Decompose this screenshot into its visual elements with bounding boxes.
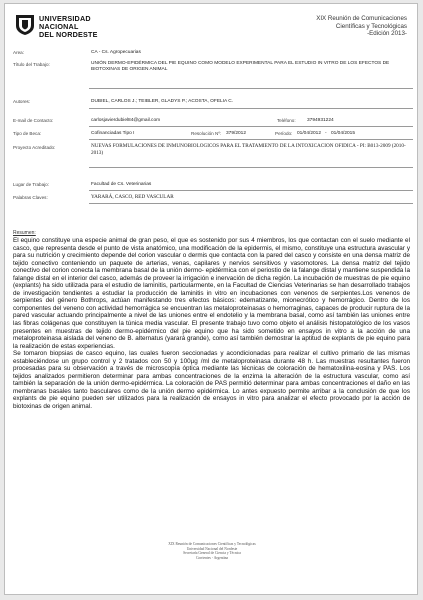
title-value: UNIÓN DERMO-EPIDÉRMICA DEL PIE EQUINO COMO MODELO EXPERIMENTAL PARA EL ESTUDIO IN VITRO DE LOS EFECTOS DE BIOTOXINAS DE ORIGEN ANIMAL xyxy=(91,61,390,72)
keywords-value: YARARÁ, CASCO, RED VASCULAR xyxy=(91,194,174,200)
divider xyxy=(89,139,413,140)
project-value: NUEVAS FORMULACIONES DE INMUNOBIOLOGICOS PARA EL TRATAMIENTO DE LA INTOXICACION OFIDICA - PI: B013-2009 (2010-2013) xyxy=(91,143,406,156)
workplace-label: Lugar de Trabajo: xyxy=(13,182,50,187)
workplace-value: Facultad de Cs. Veterinarias xyxy=(91,182,152,187)
abstract-paragraph: El equino constituye una especie animal de gran peso, el que es sostenido por sus 4 miembros, los que contactan con el suelo mediante el casco, que representa desde el punto de vista anatómico, una modificación de la epidermis, el mismo, constituye una estructura avascular y para su nutrición y crecimiento depende del corion vascular o dermis que contacta con la pared del casco y consiste en una densa matriz de tejido conectivo conteniendo un paquete de arterias, venas, capilares y nervios sensitivos y vasomotores. La densa matriz del tejido conectivo del corion conecta la membrana basal de la unión dermo- epidérmica con el periostio de la falange distal y mantiene suspendida la falange distal en el interior del casco, además de proveer la irrigación e inervación de dicha región. La incubación de muestras de pie equino (explants) ha sido utilizada para el estudio de laminitis, particularmente, en la Facultad de Ciencias Veterinarias se han desarrollado trabajos de investigación tendientes a estudiar la producción de laminitis in vitro en incubaciones con venenos de serpientes.Los venenos de serpientes del género Bothrops, actúan manifestando tres efectos básicos: edematizante, mionecrótico y hemorrágico. Dentro de los componentes del veneno con actividad hemorrágica se encuentran las metaloproteinasas o hemorraginas, capaces de producir ruptura de la pared vascular actuando principalmente a nivel de las uniones entre el endotelio y la membrana basal, como así también las uniones entre las fibras colágenas que constituyen la túnica media vascular. El presente trabajo tuvo como objeto el análisis histopatológico de los vasos presentes en muestras de tejido dermo-epidérmico del pie equino que ha sido sometido en ensayos in vitro a la acción de una metaloproteinasa aislada del veneno de B. alternatus (yarará grande), como así también demostrar la aptitud de explants de pie equino para la realización de estas experiencias. xyxy=(13,237,410,350)
period-from: 01/04/2012 xyxy=(297,131,322,136)
area-label: Area: xyxy=(13,50,24,55)
divider xyxy=(89,88,413,89)
event-title: XIX Reunión de Comunicaciones Científicas y Tecnológicas -Edición 2013- xyxy=(316,15,407,38)
period-label: Período: xyxy=(275,131,293,136)
resolution-value: 379/2012 xyxy=(226,131,247,136)
abstract-paragraph: Se tomaron biopsias de casco equino, las cuales fueron seccionadas y acondicionadas para realizar el cultivo primario de las mismas estableciéndose un grupo control y 2 tratados con 50 y 100µg /ml de metaloproteinasa durante 48 h. Las muestras resultantes fueron procesadas para su observación a través de microscopía óptica mediante las técnicas de coloración de hematoxilina-eosina y PAS. Los tejidos analizados permitieron determinar para ambas concentraciones de la enzima la alteración de la estructura vascular, como así también la separación de la unión dermo-epidérmica. La coloración de PAS permitió determinar para ambas concentraciones el daño en las membranas basales tanto basculares como de la unión dermo epidérmica. Lo antes expuesto permite arribar a la conclusión de que los explants de pie equino pueden ser utilizados para la realización de ensayos in vitro para analizar el efecto provocado por la acción de biotoxinas de origen animal. xyxy=(13,350,410,411)
resolution-label: Resolución Nº: xyxy=(191,131,222,136)
period-separator: - xyxy=(325,131,327,136)
divider xyxy=(89,126,413,127)
abstract-label: Resumen: xyxy=(13,230,36,236)
email-label: E-mail de Contacto: xyxy=(13,118,54,123)
university-name: UNIVERSIDAD NACIONAL DEL NORDESTE xyxy=(39,14,98,39)
university-logo-icon xyxy=(15,14,35,36)
divider xyxy=(89,108,413,109)
divider xyxy=(89,190,413,191)
abstract-body xyxy=(13,237,410,411)
email-value: carlosjavierdubiel84@gmail.com xyxy=(91,118,161,123)
authors-value: DUBIEL, CARLOS J.; TEIBLER, GLADYS P.; ACOSTA, OFELIA C. xyxy=(91,99,234,104)
authors-label: Autores: xyxy=(13,99,31,104)
phone-label: Teléfono: xyxy=(277,118,296,123)
divider xyxy=(89,167,413,168)
page-footer: XIX Reunión de Comunicaciones Científicas y Tecnológicas Universidad Nacional del Nordeste Secretaría General de Ciencia y Técnica Corrientes - Argentina xyxy=(168,542,256,560)
period-to: 01/04/2015 xyxy=(331,131,356,136)
project-label: Proyecto Acreditado: xyxy=(13,145,56,150)
phone-value: 3794931224 xyxy=(307,118,334,123)
grant-type-value: Cofinanciadas Tipo I xyxy=(91,131,135,136)
title-label: Título del Trabajo: xyxy=(13,62,50,67)
divider xyxy=(89,203,413,204)
keywords-label: Palabras Claves: xyxy=(13,195,48,200)
document-page xyxy=(4,3,418,595)
area-value: CA - Cs. Agropecuarias xyxy=(91,50,141,55)
grant-type-label: Tipo de Beca: xyxy=(13,131,42,136)
